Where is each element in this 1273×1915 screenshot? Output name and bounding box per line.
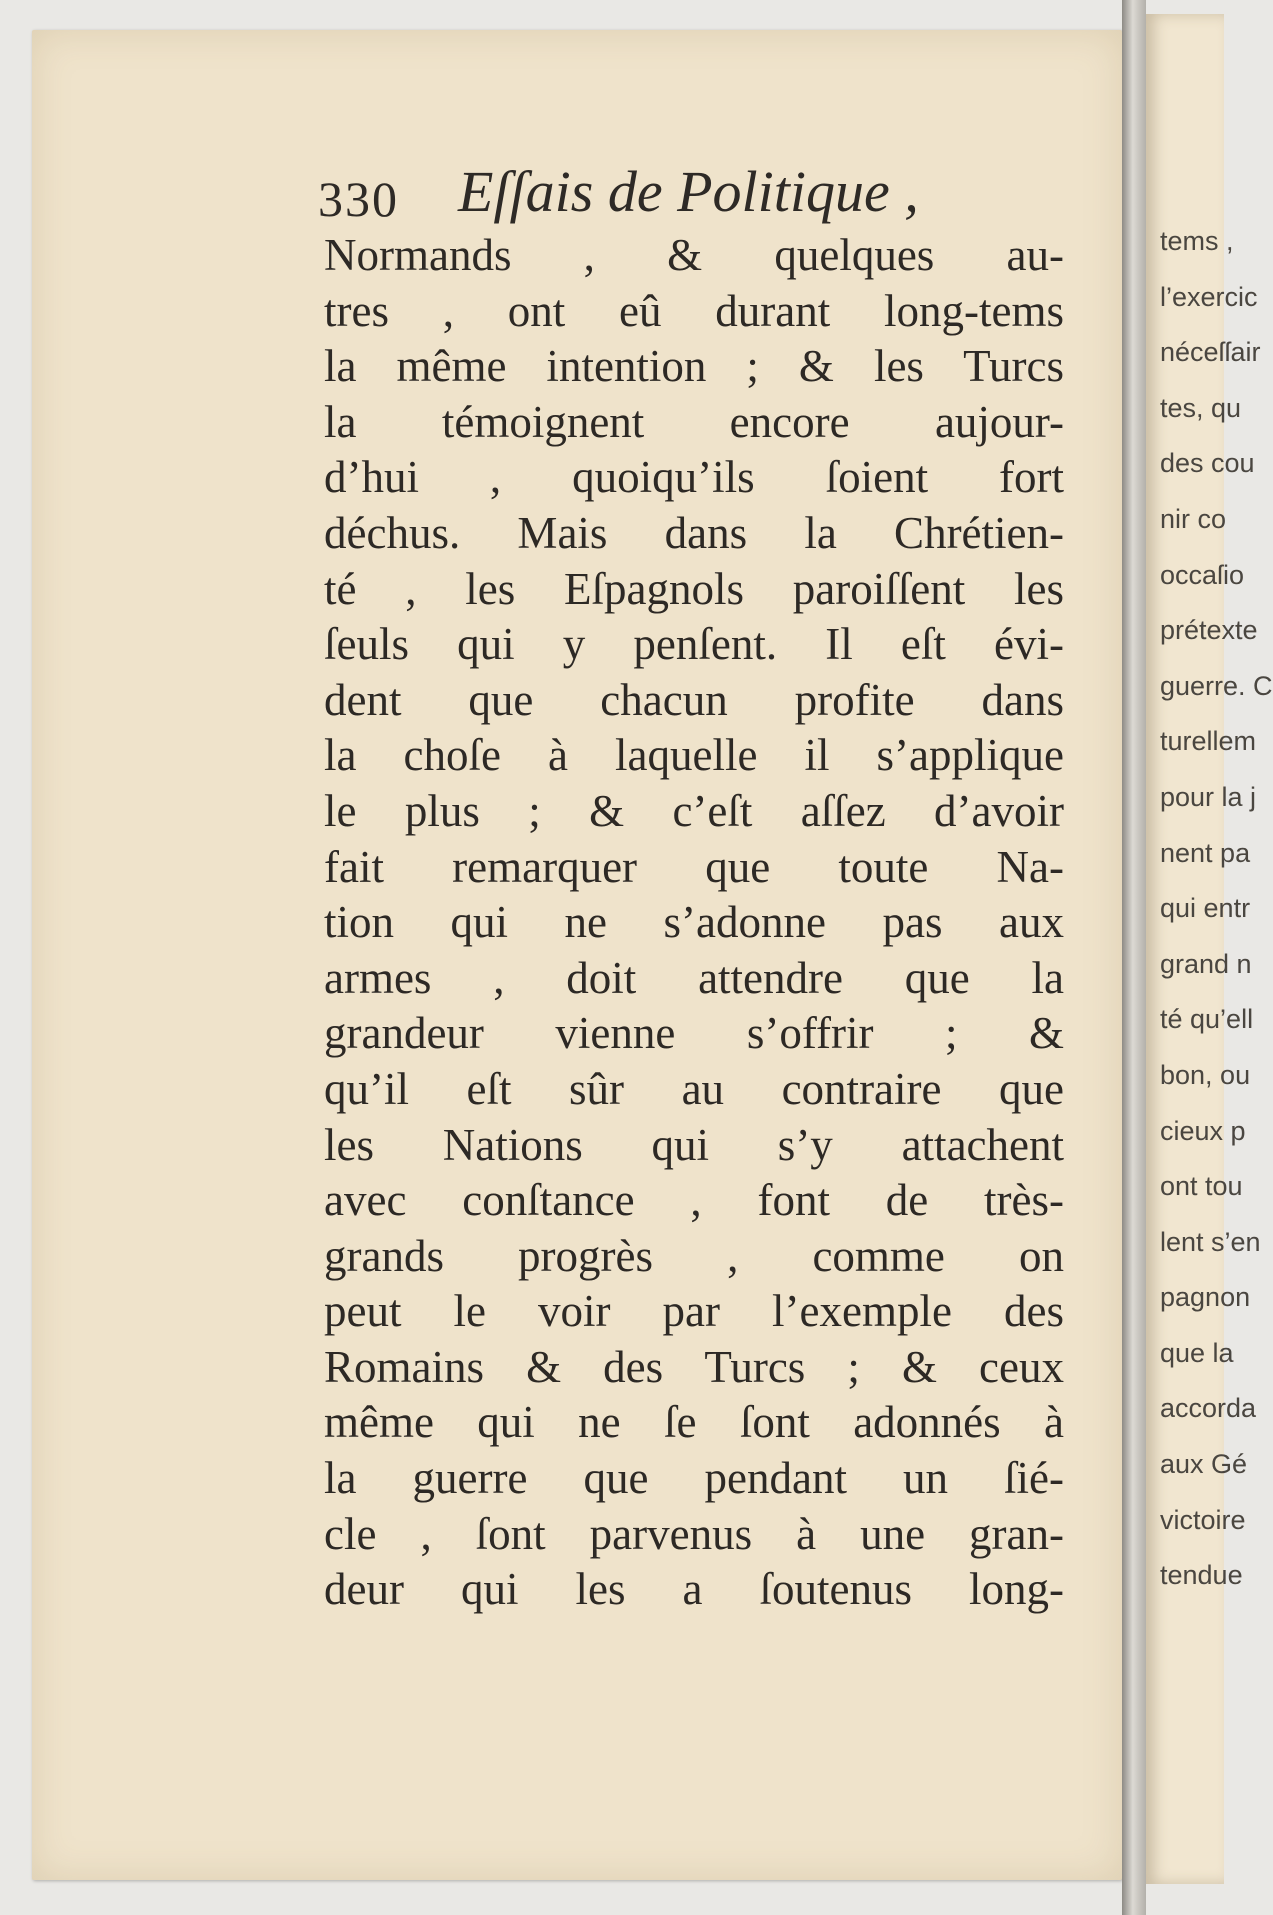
facing-page-line: guerre. C: [1160, 670, 1273, 701]
body-text-line: Normands , & quelques au-: [324, 230, 1064, 280]
running-title: Eſſais de Politique ,: [458, 159, 919, 224]
body-text-line: Romains & des Turcs ; & ceux: [324, 1341, 1064, 1392]
body-text-line: tion qui ne s’adonne pas aux: [324, 897, 1064, 948]
body-text-line: la même intention ; & les Turcs: [324, 341, 1064, 392]
facing-page-line: pour la j: [1160, 781, 1257, 812]
body-text-line: peut le voir par l’exemple des: [324, 1286, 1064, 1337]
facing-page-line: turellem: [1160, 726, 1257, 757]
facing-page-line: l’exercic: [1160, 281, 1258, 312]
facing-page-line: victoire: [1160, 1504, 1246, 1535]
body-text-line: qu’il eſt sûr au contraire que: [324, 1063, 1064, 1114]
facing-page-line: cieux p: [1160, 1115, 1246, 1146]
body-text: [324, 228, 1064, 1618]
facing-page-line: té qu’ell: [1160, 1004, 1254, 1035]
facing-page-line: accorda: [1160, 1393, 1257, 1424]
facing-page-line: des cou: [1160, 448, 1255, 479]
facing-page-line: bon, ou: [1160, 1059, 1251, 1090]
facing-page-line: néceſſair: [1160, 337, 1261, 368]
facing-page-text: [1160, 214, 1273, 1604]
body-text-line: deur qui les a ſoutenus long-: [324, 1564, 1064, 1615]
body-text-line: la choſe à laquelle il s’applique: [324, 730, 1064, 781]
body-text-line: grandeur vienne s’offrir ; &: [324, 1008, 1064, 1059]
facing-page-line: tems ,: [1160, 226, 1234, 256]
body-text-line: grands progrès , comme on: [324, 1230, 1064, 1281]
facing-page-line: ont tou: [1160, 1171, 1243, 1202]
body-text-line: fait remarquer que toute Na-: [324, 841, 1064, 892]
body-text-line: déchus. Mais dans la Chrétien-: [324, 507, 1064, 558]
facing-page-line: nent pa: [1160, 837, 1251, 868]
facing-page-line: lent s’en: [1160, 1226, 1261, 1257]
facing-page-line: nir co: [1160, 503, 1227, 534]
facing-page-line: tes, qu: [1160, 392, 1242, 423]
body-text-line: le plus ; & c’eſt aſſez d’avoir: [324, 785, 1064, 836]
body-text-line: ſeuls qui y penſent. Il eſt évi-: [324, 619, 1064, 670]
body-text-line: dent que chacun profite dans: [324, 674, 1064, 725]
book-gutter: [1122, 0, 1146, 1915]
body-text-line: cle , ſont parvenus à une gran-: [324, 1508, 1064, 1559]
body-text-line: la témoignent encore aujour-: [324, 396, 1064, 447]
facing-page-line: occaſio: [1160, 559, 1245, 590]
facing-page-line: qui entr: [1160, 893, 1251, 924]
facing-page-line: tendue: [1160, 1560, 1243, 1591]
body-text-line: d’hui , quoiqu’ils ſoient fort: [324, 452, 1064, 503]
page-number: 330: [318, 171, 399, 227]
body-text-line: avec conſtance , font de très-: [324, 1175, 1064, 1226]
body-text-line: armes , doit attendre que la: [324, 952, 1064, 1003]
body-text-line: la guerre que pendant un ſié-: [324, 1453, 1064, 1504]
facing-page-line: pagnon: [1160, 1282, 1251, 1313]
body-text-line: té , les Eſpagnols paroiſſent les: [324, 563, 1064, 614]
page-header: [318, 158, 958, 232]
facing-page-line: grand n: [1160, 948, 1252, 979]
body-text-line: tres , ont eû durant long-tems: [324, 285, 1064, 336]
facing-page-line: aux Gé: [1160, 1449, 1248, 1480]
facing-page-line: prétexte: [1160, 615, 1258, 646]
body-text-line: les Nations qui s’y attachent: [324, 1119, 1064, 1170]
body-text-line: même qui ne ſe ſont adonnés à: [324, 1397, 1064, 1448]
facing-page-line: que la: [1160, 1337, 1234, 1368]
